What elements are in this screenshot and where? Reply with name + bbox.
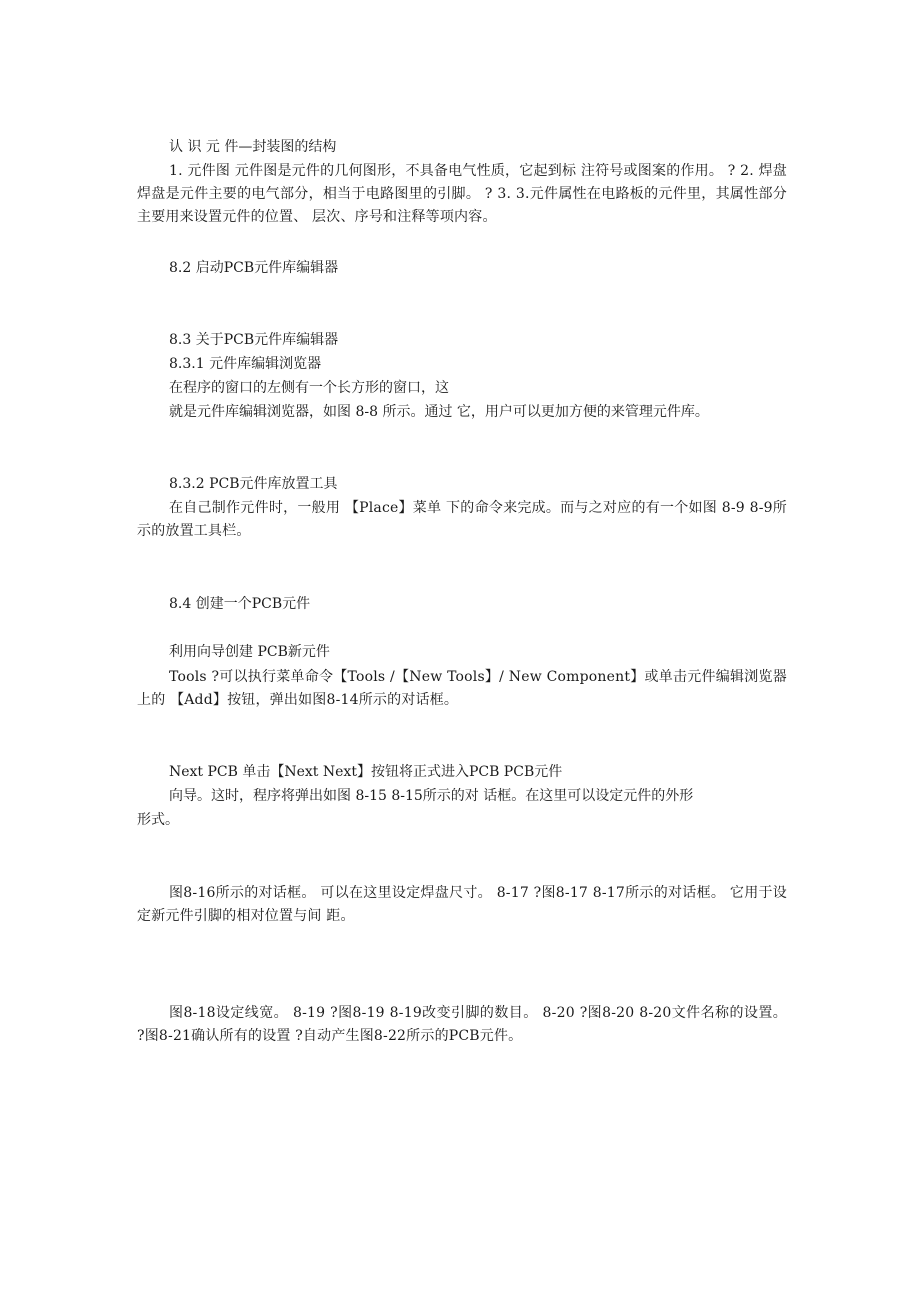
paragraph-line-width: 图8-18设定线宽。 8-19 ?图8-19 8-19改变引脚的数目。 8-20 ?图8-20 8-20文件名称的设置。 ?图8-21确认所有的设置 ?自动产生图8-22所示的PCB元件。	[137, 1005, 787, 1044]
heading-structure: 认 识 元 件—封装图的结构	[169, 139, 337, 155]
paragraph-component-description: 1. 元件图 元件图是元件的几何图形，不具备电气性质，它起到标 注符号或图案的作用。 ? 2. 焊盘 焊盘是元件主要的电气部分，相当于电路图里的引脚。 ? 3. 3.元件属性在电路板的元件里，其属性部分主要用来设置元件的位置、 层次、序号和注释等项内容。	[137, 163, 787, 225]
text-8-3-1-line2: 就是元件库编辑浏览器，如图 8-8 所示。通过 它，用户可以更加方便的来管理元件库。	[169, 404, 709, 420]
text-8-3-1-line1: 在程序的窗口的左侧有一个长方形的窗口，这	[169, 380, 449, 396]
section-8-3-2-heading: 8.3.2 PCB元件库放置工具	[169, 476, 338, 492]
paragraph-pad-size: 图8-16所示的对话框。 可以在这里设定焊盘尺寸。 8-17 ?图8-17 8-17所示的对话框。 它用于设定新元件引脚的相对位置与间 距。	[137, 885, 787, 924]
paragraph-tools-command: Tools ?可以执行菜单命令【Tools /【New Tools】/ New Component】或单击元件编辑浏览器上的 【Add】按钮，弹出如图8-14所示的对话框。	[137, 669, 787, 708]
section-8-3-heading: 8.3 关于PCB元件库编辑器	[169, 332, 339, 348]
section-8-4-heading: 8.4 创建一个PCB元件	[169, 596, 311, 612]
next-line-1: Next PCB 单击【Next Next】按钮将正式进入PCB PCB元件	[169, 764, 563, 780]
next-line-3: 形式。	[137, 812, 179, 828]
next-line-2: 向导。这时，程序将弹出如图 8-15 8-15所示的对 话框。在这里可以设定元件的外形	[169, 788, 694, 804]
subheading-wizard: 利用向导创建 PCB新元件	[169, 644, 330, 660]
section-8-2-heading: 8.2 启动PCB元件库编辑器	[169, 260, 339, 276]
section-8-3-1-heading: 8.3.1 元件库编辑浏览器	[169, 356, 322, 372]
paragraph-place-toolbar: 在自己制作元件时，一般用 【Place】菜单 下的命令来完成。而与之对应的有一个如图 8-9 8-9所示的放置工具栏。	[137, 500, 787, 539]
